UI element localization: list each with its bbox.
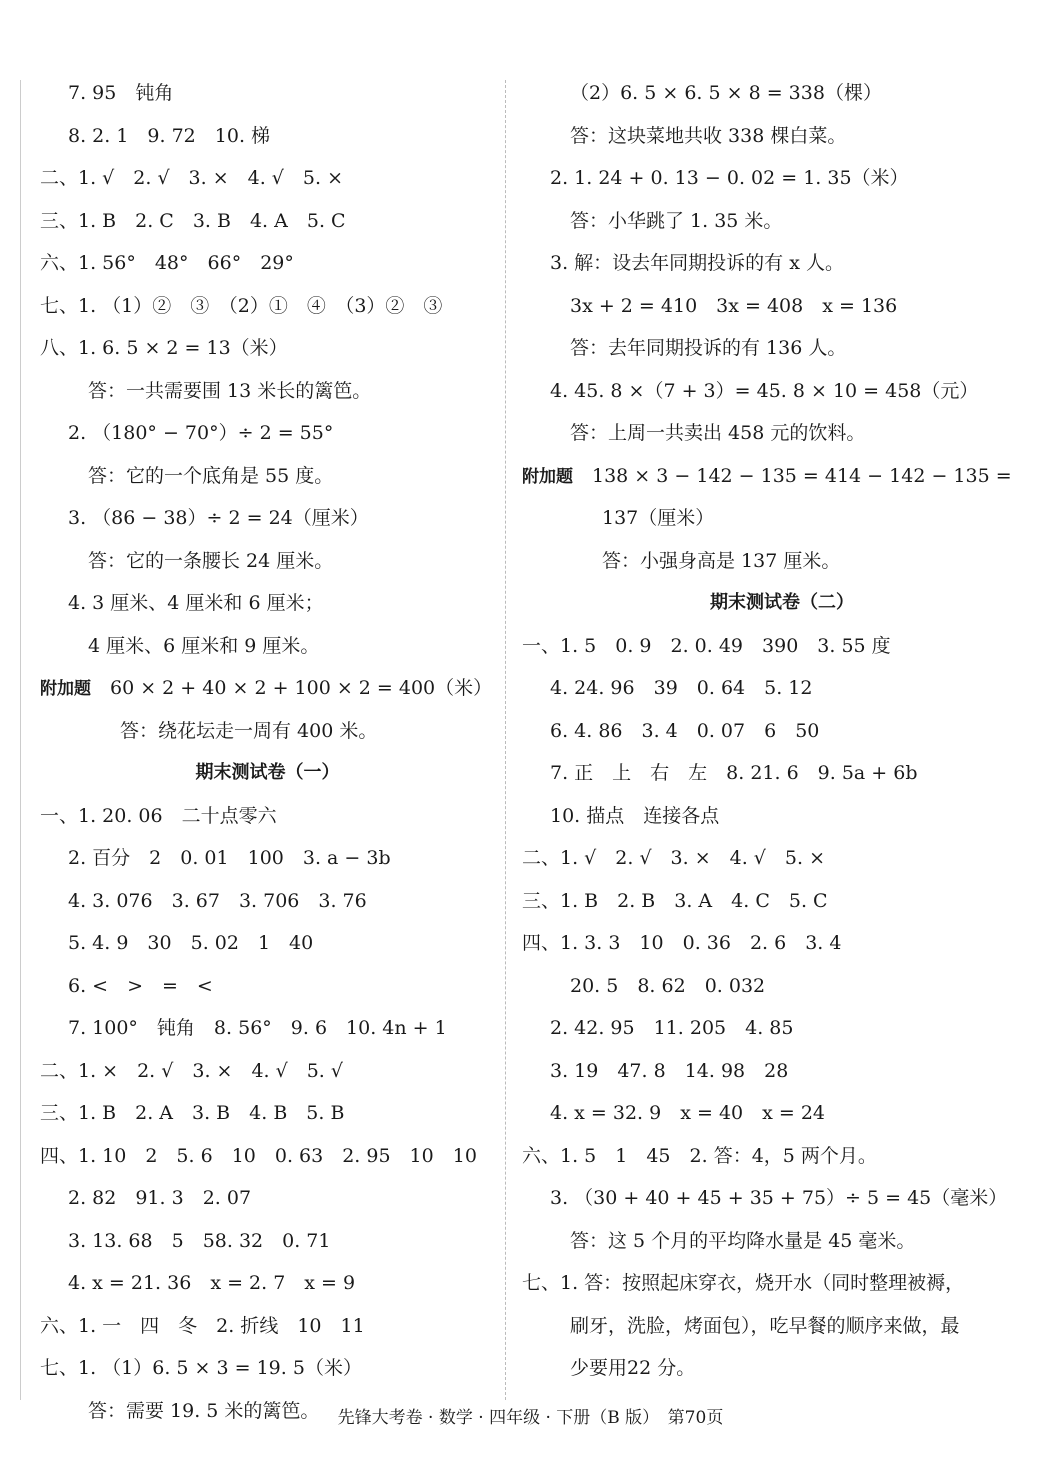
answer-line: 4 厘米、6 厘米和 9 厘米。 [88, 634, 320, 657]
answer-line: 答：它的一个底角是 55 度。 [88, 464, 334, 487]
answer-line: 三、1. B 2. B 3. A 4. C 5. C [522, 889, 828, 912]
answer-line: 答：需要 19. 5 米的篱笆。 [88, 1399, 320, 1422]
answer-line: 10. 描点 连接各点 [550, 804, 720, 827]
answer-line: 二、1. √ 2. √ 3. × 4. √ 5. × [40, 167, 343, 189]
answer-line: 七、1. （1）6. 5 × 3 = 19. 5（米） [40, 1357, 362, 1379]
answer-line: 三、1. B 2. C 3. B 4. A 5. C [40, 209, 346, 232]
answer-line: 137（厘米） [602, 507, 715, 529]
answer-line: 答：去年同期投诉的有 136 人。 [570, 337, 847, 359]
answer-line: （2）6. 5 × 6. 5 × 8 = 338（棵） [570, 82, 882, 104]
answer-line: 3. （86 − 38）÷ 2 = 24（厘米） [68, 507, 369, 529]
answer-text: 138 × 3 − 142 − 135 = 414 − 142 − 135 = [573, 464, 1012, 487]
bonus-label: 附加题 [40, 679, 91, 699]
answer-line: 一、1. 20. 06 二十点零六 [40, 804, 277, 827]
bonus-label: 附加题 [522, 466, 573, 487]
answer-line: 7. 100° 钝角 8. 56° 9. 6 10. 4n + 1 [68, 1017, 447, 1039]
answer-line: 答：这块菜地共收 338 棵白菜。 [570, 124, 847, 147]
answer-line: 答：绕花坛走一周有 400 米。 [120, 719, 378, 742]
answer-line: 4. 3 厘米、4 厘米和 6 厘米； [68, 592, 324, 614]
answer-line: 答：上周一共卖出 458 元的饮料。 [570, 422, 866, 444]
section-heading: 期末测试卷（一） [195, 762, 340, 783]
answer-line: 4. x = 21. 36 x = 2. 7 x = 9 [68, 1272, 356, 1294]
answer-line: 3. 解：设去年同期投诉的有 x 人。 [550, 252, 844, 274]
answer-line: 3. 19 47. 8 14. 98 28 [550, 1059, 789, 1082]
page-footer: 先锋大考卷 · 数学 · 四年级 · 下册（B 版） 第70页 [337, 1408, 724, 1428]
answer-text: 60 × 2 + 40 × 2 + 100 × 2 = 400（米） [91, 677, 493, 699]
answer-line: 8. 2. 1 9. 72 10. 梯 [68, 124, 271, 147]
answer-line: 7. 正 上 右 左 8. 21. 6 9. 5a + 6b [550, 762, 918, 784]
page-edge-line [20, 80, 21, 1400]
answer-line: 刷牙，洗脸，烤面包），吃早餐的顺序来做，最 [570, 1314, 960, 1337]
answer-line: 2. （180° − 70°）÷ 2 = 55° [68, 422, 334, 444]
answer-line: 2. 百分 2 0. 01 100 3. a − 3b [68, 847, 391, 869]
answer-line: 4. 3. 076 3. 67 3. 706 3. 76 [68, 889, 367, 912]
bonus-question-line [40, 667, 495, 710]
left-column [40, 72, 495, 1432]
answer-line: 3. 13. 68 5 58. 32 0. 71 [68, 1229, 331, 1252]
right-column [522, 72, 1042, 1390]
answer-line: 7. 95 钝角 [68, 82, 174, 104]
answer-line: 6. 4. 86 3. 4 0. 07 6 50 [550, 719, 820, 742]
answer-line: 三、1. B 2. A 3. B 4. B 5. B [40, 1102, 345, 1124]
answer-line: 答：小华跳了 1. 35 米。 [570, 209, 783, 232]
answer-line: 4. 24. 96 39 0. 64 5. 12 [550, 677, 813, 699]
answer-line: 4. 45. 8 ×（7 + 3）= 45. 8 × 10 = 458（元） [550, 379, 979, 402]
answer-line: 七、1. （1）② ③ （2）① ④ （3）② ③ [40, 294, 443, 317]
answer-line: 少要用22 分。 [570, 1357, 696, 1379]
answer-line: 答：这 5 个月的平均降水量是 45 毫米。 [570, 1229, 916, 1252]
answer-line: 6. < > = < [68, 974, 213, 997]
answer-line: 4. x = 32. 9 x = 40 x = 24 [550, 1102, 826, 1124]
column-divider [505, 80, 506, 1400]
answer-line: 20. 5 8. 62 0. 032 [570, 974, 766, 997]
answer-line: 5. 4. 9 30 5. 02 1 40 [68, 932, 314, 954]
answer-line: 答：小强身高是 137 厘米。 [602, 549, 841, 572]
answer-line: 六、1. 56° 48° 66° 29° [40, 252, 294, 274]
answer-line: 四、1. 10 2 5. 6 10 0. 63 2. 95 10 10 [40, 1144, 477, 1167]
answer-line: 3. （30 + 40 + 45 + 35 + 75）÷ 5 = 45（毫米） [550, 1187, 1008, 1209]
bonus-question-line [522, 455, 1042, 498]
answer-line: 四、1. 3. 3 10 0. 36 2. 6 3. 4 [522, 932, 842, 954]
answer-line: 3x + 2 = 410 3x = 408 x = 136 [570, 294, 898, 317]
answer-line: 二、1. × 2. √ 3. × 4. √ 5. √ [40, 1059, 343, 1082]
answer-line: 一、1. 5 0. 9 2. 0. 49 390 3. 55 度 [522, 634, 891, 657]
answer-line: 2. 42. 95 11. 205 4. 85 [550, 1017, 794, 1039]
answer-line: 六、1. 5 1 45 2. 答：4，5 两个月。 [522, 1144, 877, 1167]
answer-line: 2. 82 91. 3 2. 07 [68, 1187, 252, 1209]
answer-line: 2. 1. 24 + 0. 13 − 0. 02 = 1. 35（米） [550, 167, 909, 189]
section-heading: 期末测试卷（二） [710, 592, 854, 613]
answer-line: 八、1. 6. 5 × 2 = 13（米） [40, 337, 288, 359]
answer-line: 答：一共需要围 13 米长的篱笆。 [88, 379, 372, 402]
answer-line: 六、1. 一 四 冬 2. 折线 10 11 [40, 1314, 365, 1337]
answer-line: 七、1. 答：按照起床穿衣，烧开水（同时整理被褥， [522, 1272, 965, 1294]
answer-line: 二、1. √ 2. √ 3. × 4. √ 5. × [522, 847, 825, 869]
answer-line: 答：它的一条腰长 24 厘米。 [88, 549, 334, 572]
